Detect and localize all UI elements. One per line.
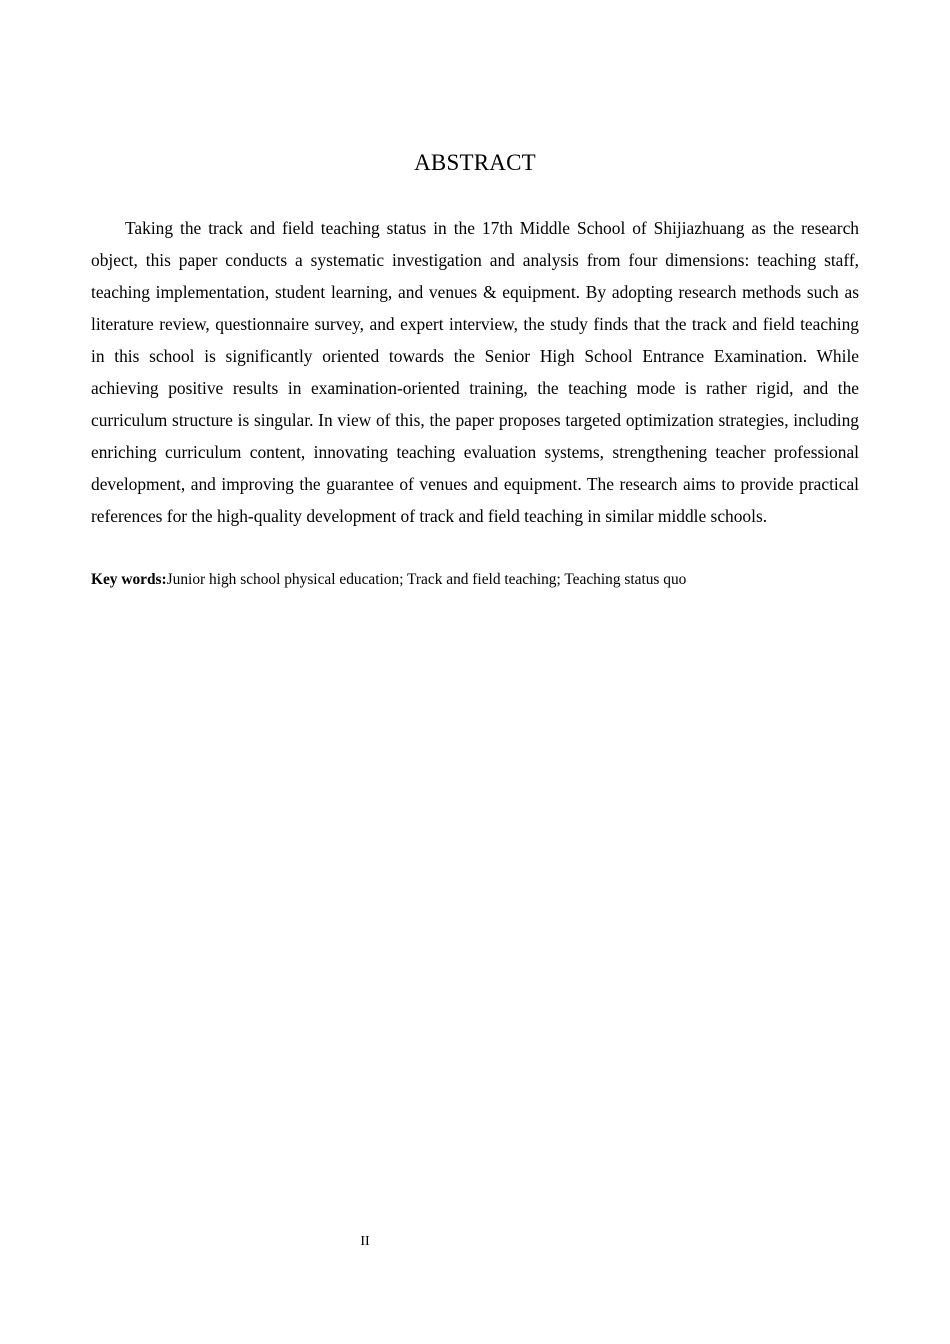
- keywords-text: Junior high school physical education; Track and field teaching; Teaching status quo: [166, 571, 687, 588]
- page-number: II: [360, 1234, 370, 1249]
- keywords-label: Key words:: [91, 571, 167, 588]
- keywords-line: [91, 568, 859, 592]
- abstract-title: ABSTRACT: [414, 150, 536, 175]
- abstract-paragraph: Taking the track and field teaching status in the 17th Middle School of Shijiazhuang as the research object, this paper conducts a systematic investigation and analysis from four dimensions: teaching staff, teaching implementation, student learning, and venues & equipment. By adopting research methods such as literature review, questionnaire survey, and expert interview, the study finds that the track and field teaching in this school is significantly oriented towards the Senior High School Entrance Examination. While achieving positive results in examination-oriented training, the teaching mode is rather rigid, and the curriculum structure is singular. In view of this, the paper proposes targeted optimization strategies, including enriching curriculum content, innovating teaching evaluation systems, strengthening teacher professional development, and improving the guarantee of venues and equipment. The research aims to provide practical references for the high-quality development of track and field teaching in similar middle schools.: [91, 218, 859, 526]
